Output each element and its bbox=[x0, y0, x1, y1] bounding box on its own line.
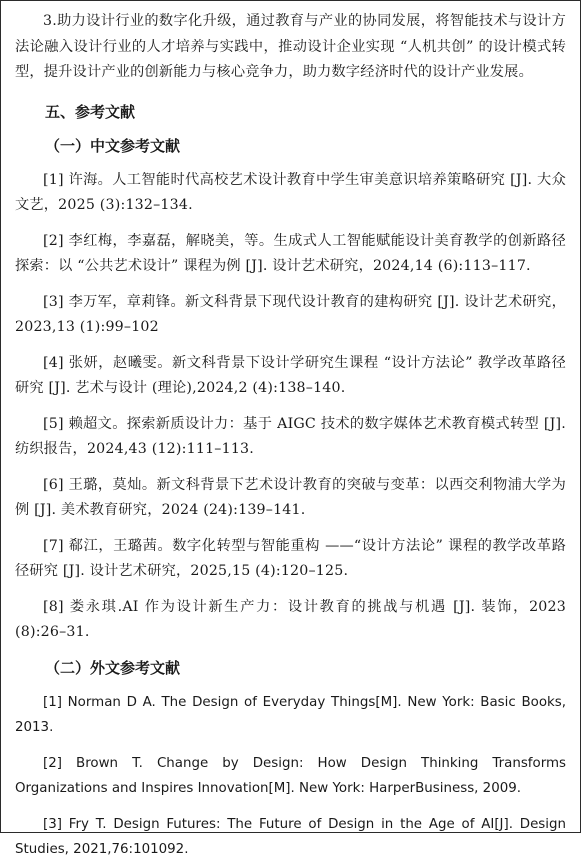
reference-item: [2] 李红梅，李嘉磊，解晓美，等。生成式人工智能赋能设计美育教学的创新路径探索：以 “公共艺术设计” 课程为例 [J]. 设计艺术研究，2024,14 (6):113–117. bbox=[15, 232, 566, 274]
reference-item: [6] 王璐，莫灿。新文科背景下艺术设计教育的突破与变革：以西交利物浦大学为例 [J]. 美术教育研究，2024 (24):139–141. bbox=[15, 476, 566, 518]
reference-item: [1] 许海。人工智能时代高校艺术设计教育中学生审美意识培养策略研究 [J]. 大众文艺，2025 (3):132–134. bbox=[15, 171, 566, 213]
chinese-references-heading: （一）中文参考文献 bbox=[45, 136, 181, 155]
reference-item: [4] 张妍，赵曦雯。新文科背景下设计学研究生课程 “设计方法论” 教学改革路径研究 [J]. 艺术与设计 (理论),2024,2 (4):138–140. bbox=[15, 354, 566, 396]
foreign-references-heading: （二）外文参考文献 bbox=[45, 658, 181, 677]
section-title: 五、参考文献 bbox=[45, 102, 136, 121]
reference-item: [8] 娄永琪.AI 作为设计新生产力：设计教育的挑战与机遇 [J]. 装饰，2023 (8):26–31. bbox=[15, 598, 566, 640]
reference-item: [7] 郗江，王璐茜。数字化转型与智能重构 ——“设计方法论” 课程的教学改革路径研究 [J]. 设计艺术研究，2025,15 (4):120–125. bbox=[15, 537, 566, 579]
intro-paragraph: 3.助力设计行业的数字化升级，通过教育与产业的协同发展，将智能技术与设计方法论融入设计行业的人才培养与实践中，推动设计企业实现 “人机共创” 的设计模式转型，提升设计产业的创新能力与核心竞争力，助力数字经济时代的设计产业发展。 bbox=[15, 13, 566, 80]
reference-item: [3] Fry T. Design Futures: The Future of Design in the Age of AI[J]. Design Studies, 2021,76:101092. bbox=[15, 816, 566, 857]
reference-item: [1] Norman D A. The Design of Everyday Things[M]. New York: Basic Books, 2013. bbox=[15, 694, 566, 735]
reference-item: [2] Brown T. Change by Design: How Design Thinking Transforms Organizations and Inspires Innovation[M]. New York: HarperBusiness, 2009. bbox=[15, 755, 566, 796]
reference-item: [3] 李万军，章莉锋。新文科背景下现代设计教育的建构研究 [J]. 设计艺术研究，2023,13 (1):99–102 bbox=[15, 293, 566, 335]
reference-item: [5] 赖超文。探索新质设计力：基于 AIGC 技术的数字媒体艺术教育模式转型 [J]. 纺织报告，2024,43 (12):111–113. bbox=[15, 415, 566, 457]
